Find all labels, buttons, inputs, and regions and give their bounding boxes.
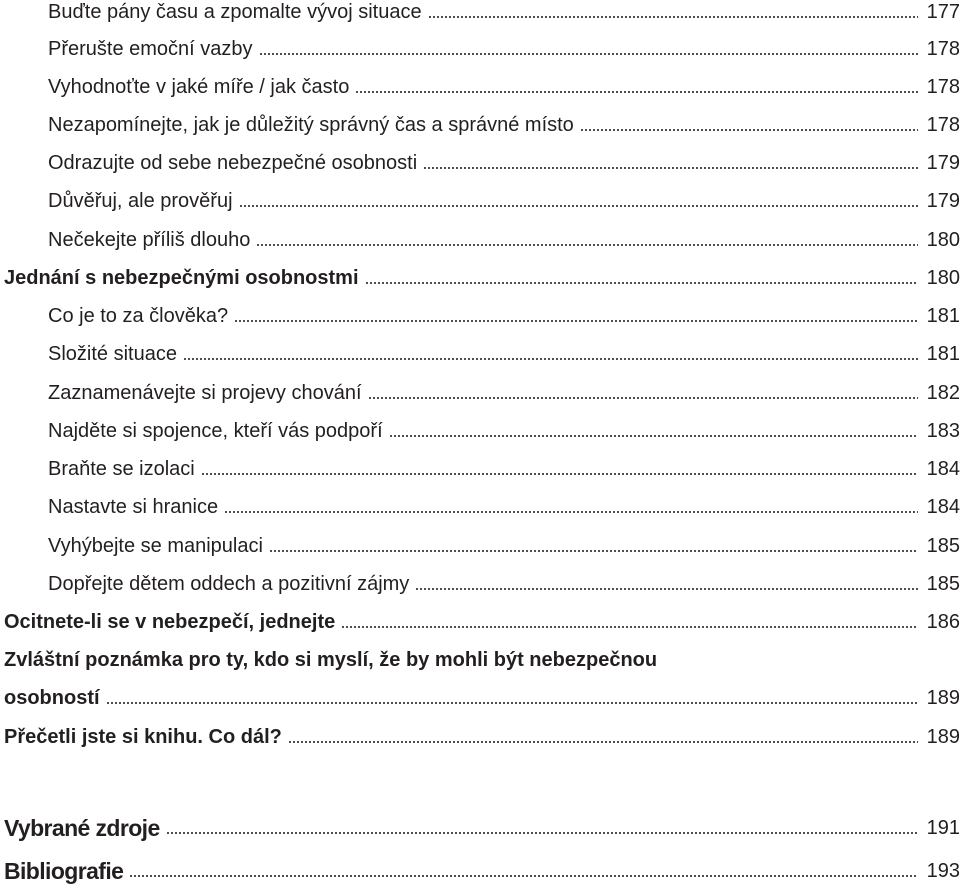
- toc-entry-title: Buďte pány času a zpomalte vývoj situace: [48, 1, 422, 23]
- toc-entry-page: 191: [926, 817, 960, 839]
- dot-leader: [355, 90, 918, 94]
- toc-entry-page: 178: [926, 114, 960, 136]
- toc-entry-title: Vyhodnoťte v jaké míře / jak často: [48, 76, 350, 98]
- dot-leader: [415, 587, 918, 591]
- dot-leader: [183, 357, 918, 361]
- toc-entry-title: Zaznamenávejte si projevy chování: [48, 382, 362, 404]
- dot-leader: [341, 625, 918, 629]
- toc-entry[interactable]: [0, 454, 960, 484]
- dot-leader: [428, 15, 918, 19]
- dot-leader: [239, 204, 918, 208]
- toc-entry-title: Složité situace: [48, 343, 177, 365]
- toc-entry-section[interactable]: [0, 263, 960, 293]
- toc-entry-title: Důvěřuj, ale prověřuj: [48, 190, 233, 212]
- toc-entry[interactable]: [0, 0, 960, 27]
- toc-entry-page: 180: [926, 229, 960, 251]
- toc-entry[interactable]: [0, 531, 960, 561]
- toc-entry-page: 186: [926, 611, 960, 633]
- toc-entry[interactable]: [0, 339, 960, 369]
- toc-entry-section[interactable]: [0, 722, 960, 752]
- toc-entry-page: 193: [926, 860, 960, 882]
- toc-entry[interactable]: [0, 148, 960, 178]
- dot-leader: [201, 472, 918, 476]
- dot-leader: [580, 128, 918, 132]
- dot-leader: [288, 740, 918, 744]
- toc-entry-page: 185: [926, 573, 960, 595]
- toc-entry-title: Vybrané zdroje: [4, 815, 160, 841]
- toc-entry-title: Zvláštní poznámka pro ty, kdo si myslí, že by mohli být nebezpečnou: [4, 649, 658, 671]
- toc-entry[interactable]: [0, 110, 960, 140]
- toc-entry-chapter[interactable]: [0, 856, 960, 886]
- dot-leader: [423, 166, 918, 170]
- toc-entry-page: 177: [926, 1, 960, 23]
- toc-entry-page: 181: [926, 305, 960, 327]
- toc-entry-page: 183: [926, 420, 960, 442]
- toc-entry-title: Co je to za člověka?: [48, 305, 229, 327]
- toc-entry-page: 179: [926, 152, 960, 174]
- toc-entry-section[interactable]: [0, 607, 960, 637]
- toc-entry-title: Přečetli jste si knihu. Co dál?: [4, 726, 282, 748]
- toc-entry-section-line1[interactable]: [0, 645, 960, 675]
- toc-entry-page: 184: [926, 458, 960, 480]
- toc-entry[interactable]: [0, 72, 960, 102]
- toc-entry-page: 178: [926, 38, 960, 60]
- toc-entry-page: 178: [926, 76, 960, 98]
- toc-entry-title: Bibliografie: [4, 858, 124, 884]
- toc-entry-page: 182: [926, 382, 960, 404]
- toc-entry-chapter[interactable]: [0, 813, 960, 843]
- toc-entry-title: Přerušte emoční vazby: [48, 38, 253, 60]
- toc-entry[interactable]: [0, 569, 960, 599]
- toc-entry-title: Dopřejte dětem oddech a pozitivní zájmy: [48, 573, 410, 595]
- toc-entry[interactable]: [0, 301, 960, 331]
- toc-entry-section[interactable]: [0, 683, 960, 713]
- dot-leader: [389, 434, 918, 438]
- toc-entry-page: 184: [926, 496, 960, 518]
- dot-leader: [269, 549, 918, 553]
- toc-entry[interactable]: [0, 186, 960, 216]
- toc-entry-title: osobností: [4, 687, 100, 709]
- dot-leader: [365, 281, 918, 285]
- toc-entry-page: 181: [926, 343, 960, 365]
- dot-leader: [129, 874, 918, 878]
- dot-leader: [234, 319, 918, 323]
- toc-entry-title: Nezapomínejte, jak je důležitý správný čas a správné místo: [48, 114, 574, 136]
- dot-leader: [259, 52, 918, 56]
- toc-entry-title: Jednání s nebezpečnými osobnostmi: [4, 267, 359, 289]
- toc-entry[interactable]: [0, 34, 960, 64]
- dot-leader: [368, 396, 919, 400]
- dot-leader: [256, 243, 918, 247]
- toc-entry-title: Ocitnete-li se v nebezpečí, jednejte: [4, 611, 336, 633]
- toc-entry-page: 189: [926, 687, 960, 709]
- toc-entry-page: 189: [926, 726, 960, 748]
- dot-leader: [166, 831, 918, 835]
- toc-entry-title: Odrazujte od sebe nebezpečné osobnosti: [48, 152, 418, 174]
- toc-entry[interactable]: [0, 416, 960, 446]
- toc-entry[interactable]: [0, 378, 960, 408]
- dot-leader: [224, 510, 918, 514]
- toc-entry[interactable]: [0, 225, 960, 255]
- toc-entry-page: 180: [926, 267, 960, 289]
- toc-entry-title: Braňte se izolaci: [48, 458, 195, 480]
- toc-entry-page: 179: [926, 190, 960, 212]
- dot-leader: [106, 701, 918, 705]
- toc-entry-page: 185: [926, 535, 960, 557]
- toc-entry-title: Najděte si spojence, kteří vás podpoří: [48, 420, 383, 442]
- toc-entry[interactable]: [0, 492, 960, 522]
- toc-entry-title: Vyhýbejte se manipulaci: [48, 535, 263, 557]
- toc-entry-title: Nečekejte příliš dlouho: [48, 229, 251, 251]
- toc-entry-title: Nastavte si hranice: [48, 496, 219, 518]
